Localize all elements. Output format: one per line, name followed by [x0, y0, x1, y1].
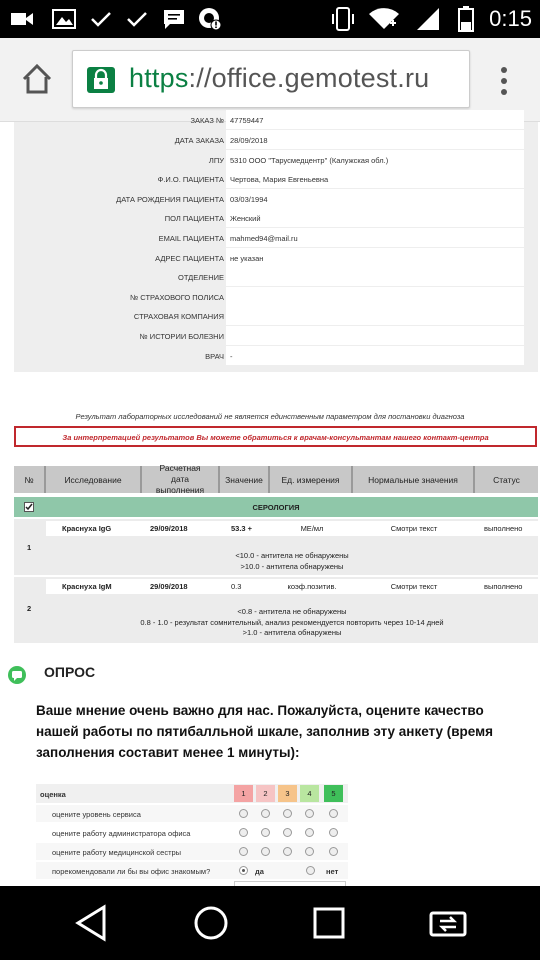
- recommend-yes-label: да: [255, 867, 264, 876]
- rating-radio[interactable]: [239, 847, 248, 856]
- info-row: [14, 169, 524, 189]
- consultation-alert: За интерпретацией результатов Вы можете обратиться к врачам-консультантам нашего контакт-центра: [14, 426, 537, 447]
- info-row: [14, 267, 524, 287]
- rating-radio[interactable]: [283, 828, 292, 837]
- info-label: АДРЕС ПАЦИЕНТА: [155, 253, 224, 263]
- results-table-header: [14, 463, 538, 495]
- recommend-yes-radio[interactable]: [239, 866, 248, 875]
- rating-scale-1: 1: [234, 785, 253, 802]
- rating-scale-3: 3: [278, 785, 297, 802]
- diagnosis-notice: Результат лабораторных исследований не является единственным параметром для постановки диагноза: [75, 412, 465, 421]
- info-value: 03/03/1994: [226, 189, 524, 208]
- info-label: ПОЛ ПАЦИЕНТА: [164, 214, 224, 224]
- group-label: СЕРОЛОГИЯ: [252, 503, 300, 512]
- info-row: [14, 326, 524, 346]
- wifi-icon: [366, 8, 402, 30]
- survey-title: ОПРОС: [44, 664, 96, 680]
- rating-scale-5: 5: [324, 785, 343, 802]
- rating-radio[interactable]: [261, 847, 270, 856]
- info-row: [14, 228, 524, 248]
- info-value: [226, 306, 524, 325]
- info-label: № ИСТОРИИ БОЛЕЗНИ: [139, 332, 224, 341]
- overflow-menu-icon[interactable]: [496, 66, 512, 96]
- url-text: https://office.gemotest.ru: [129, 63, 430, 93]
- info-row: [14, 287, 524, 307]
- home-icon[interactable]: [18, 60, 56, 98]
- info-row: [14, 346, 524, 366]
- col-header-num: №: [14, 466, 46, 493]
- result-value: 53.3 +: [231, 524, 253, 533]
- result-unit: коэф.позитив.: [287, 582, 337, 591]
- result-num: 1: [27, 543, 32, 552]
- info-value: [226, 267, 524, 286]
- info-label: Ф.И.О. ПАЦИЕНТА: [157, 175, 224, 185]
- rating-scale-2: 2: [256, 785, 275, 802]
- battery-icon: [454, 8, 478, 30]
- address-bar[interactable]: [72, 50, 470, 108]
- info-value: [226, 326, 524, 345]
- rating-question: оцените уровень сервиса: [52, 810, 141, 819]
- check-icon: [88, 8, 114, 30]
- result-row: [14, 577, 538, 643]
- info-label: ЛПУ: [208, 155, 224, 165]
- switch-apps-icon[interactable]: [428, 906, 468, 940]
- info-value: [226, 287, 524, 306]
- result-note: >1.0 - антитела обнаружены: [242, 628, 342, 637]
- rating-radio[interactable]: [305, 809, 314, 818]
- nav-bar: [0, 886, 540, 960]
- back-icon[interactable]: [74, 904, 110, 942]
- info-row: [14, 208, 524, 228]
- signal-icon: [414, 8, 442, 30]
- info-value: 5310 ООО "Тарусмедцентр" (Калужская обл.): [226, 150, 524, 169]
- info-value: Женский: [226, 208, 524, 227]
- rating-question: оцените работу администратора офиса: [52, 829, 191, 838]
- clock: 0:15: [489, 6, 532, 31]
- survey-description: Ваше мнение очень важно для нас. Пожалуйста, оцените качество нашей работы по пятибалльной шкале, заполнив эту анкету (время заполнения составит менее 1 минуты):: [36, 703, 493, 760]
- rating-radio[interactable]: [261, 828, 270, 837]
- result-note: <10.0 - антитела не обнаружены: [235, 551, 349, 560]
- col-header-date: Расчетная дата выполнения: [142, 466, 220, 493]
- info-row-order: ЗАКАЗ № 47759447: [14, 110, 524, 130]
- page-content: [0, 116, 540, 886]
- rating-radio[interactable]: [239, 828, 248, 837]
- col-header-unit: Ед. измерения: [270, 466, 353, 493]
- info-value: mahmed94@mail.ru: [226, 228, 524, 247]
- check-icon: [124, 8, 150, 30]
- image-icon: [50, 8, 78, 30]
- result-num: 2: [27, 604, 32, 613]
- recommend-no-label: нет: [326, 867, 339, 876]
- info-row: [14, 189, 524, 209]
- info-row: [14, 130, 524, 150]
- info-value: 28/09/2018: [226, 130, 524, 149]
- col-header-status: Статус: [475, 466, 538, 493]
- home-nav-icon[interactable]: [192, 904, 230, 942]
- result-date: 29/09/2018: [150, 582, 188, 591]
- rating-radio[interactable]: [329, 828, 338, 837]
- result-unit: МЕ/мл: [300, 524, 324, 533]
- col-header-norm: Нормальные значения: [353, 466, 475, 493]
- rating-radio[interactable]: [283, 809, 292, 818]
- rating-radio[interactable]: [283, 847, 292, 856]
- info-label: ОТДЕЛЕНИЕ: [178, 273, 224, 283]
- rating-radio[interactable]: [305, 828, 314, 837]
- info-value: Чертова, Мария Евгеньевна: [226, 169, 524, 188]
- vibrate-icon: [330, 8, 356, 30]
- result-row: [14, 519, 538, 575]
- result-test: Краснуха IgM: [62, 582, 112, 591]
- result-note: <0.8 - антитела не обнаружены: [237, 607, 347, 616]
- rating-scale-4: 4: [300, 785, 319, 802]
- info-value: не указан: [226, 248, 524, 267]
- info-label: СТРАХОВАЯ КОМПАНИЯ: [133, 312, 224, 322]
- result-norm: Смотри текст: [390, 582, 438, 591]
- rating-radio[interactable]: [329, 847, 338, 856]
- recents-icon[interactable]: [312, 906, 346, 940]
- col-header-value: Значение: [220, 466, 270, 493]
- result-status: выполнено: [484, 524, 523, 533]
- rating-header-label: оценка: [40, 790, 66, 799]
- result-note: 0.8 - 1.0 - результат сомнительный, анализ рекомендуется повторить через 10-14 дней: [140, 617, 444, 627]
- group-row-serology: [14, 497, 538, 517]
- result-note: >10.0 - антитела обнаружены: [240, 561, 344, 571]
- info-label: ДАТА РОЖДЕНИЯ ПАЦИЕНТА: [116, 194, 224, 204]
- info-value: 47759447: [226, 110, 524, 129]
- result-value: 0.3: [231, 582, 242, 591]
- data-saver-icon: [196, 8, 224, 30]
- rating-radio[interactable]: [261, 809, 270, 818]
- patient-info-panel: [14, 116, 538, 372]
- col-header-test: Исследование: [46, 466, 142, 493]
- video-icon: [8, 8, 36, 30]
- info-label: ДАТА ЗАКАЗА: [174, 136, 224, 145]
- info-row: [14, 150, 524, 170]
- info-label: ВРАЧ: [205, 351, 224, 361]
- survey-icon: [8, 666, 26, 684]
- status-bar: [0, 0, 540, 38]
- message-icon: [160, 8, 188, 30]
- rating-radio[interactable]: [305, 847, 314, 856]
- rating-radio[interactable]: [239, 809, 248, 818]
- info-row: [14, 306, 524, 326]
- result-date: 29/09/2018: [150, 524, 188, 533]
- recommend-no-radio[interactable]: [306, 866, 315, 875]
- rating-radio[interactable]: [329, 809, 338, 818]
- result-test: Краснуха IgG: [62, 524, 112, 533]
- result-status: выполнено: [484, 582, 523, 591]
- info-value: -: [226, 346, 524, 365]
- rating-question: оцените работу медицинской сестры: [52, 848, 182, 857]
- lock-icon: [87, 67, 115, 93]
- result-norm: Смотри текст: [390, 524, 438, 533]
- info-label: № СТРАХОВОГО ПОЛИСА: [130, 292, 224, 302]
- info-row: [14, 248, 524, 268]
- recommend-question: порекомендовали ли бы вы офис знакомым?: [52, 867, 211, 876]
- info-label: EMAIL ПАЦИЕНТА: [158, 234, 224, 243]
